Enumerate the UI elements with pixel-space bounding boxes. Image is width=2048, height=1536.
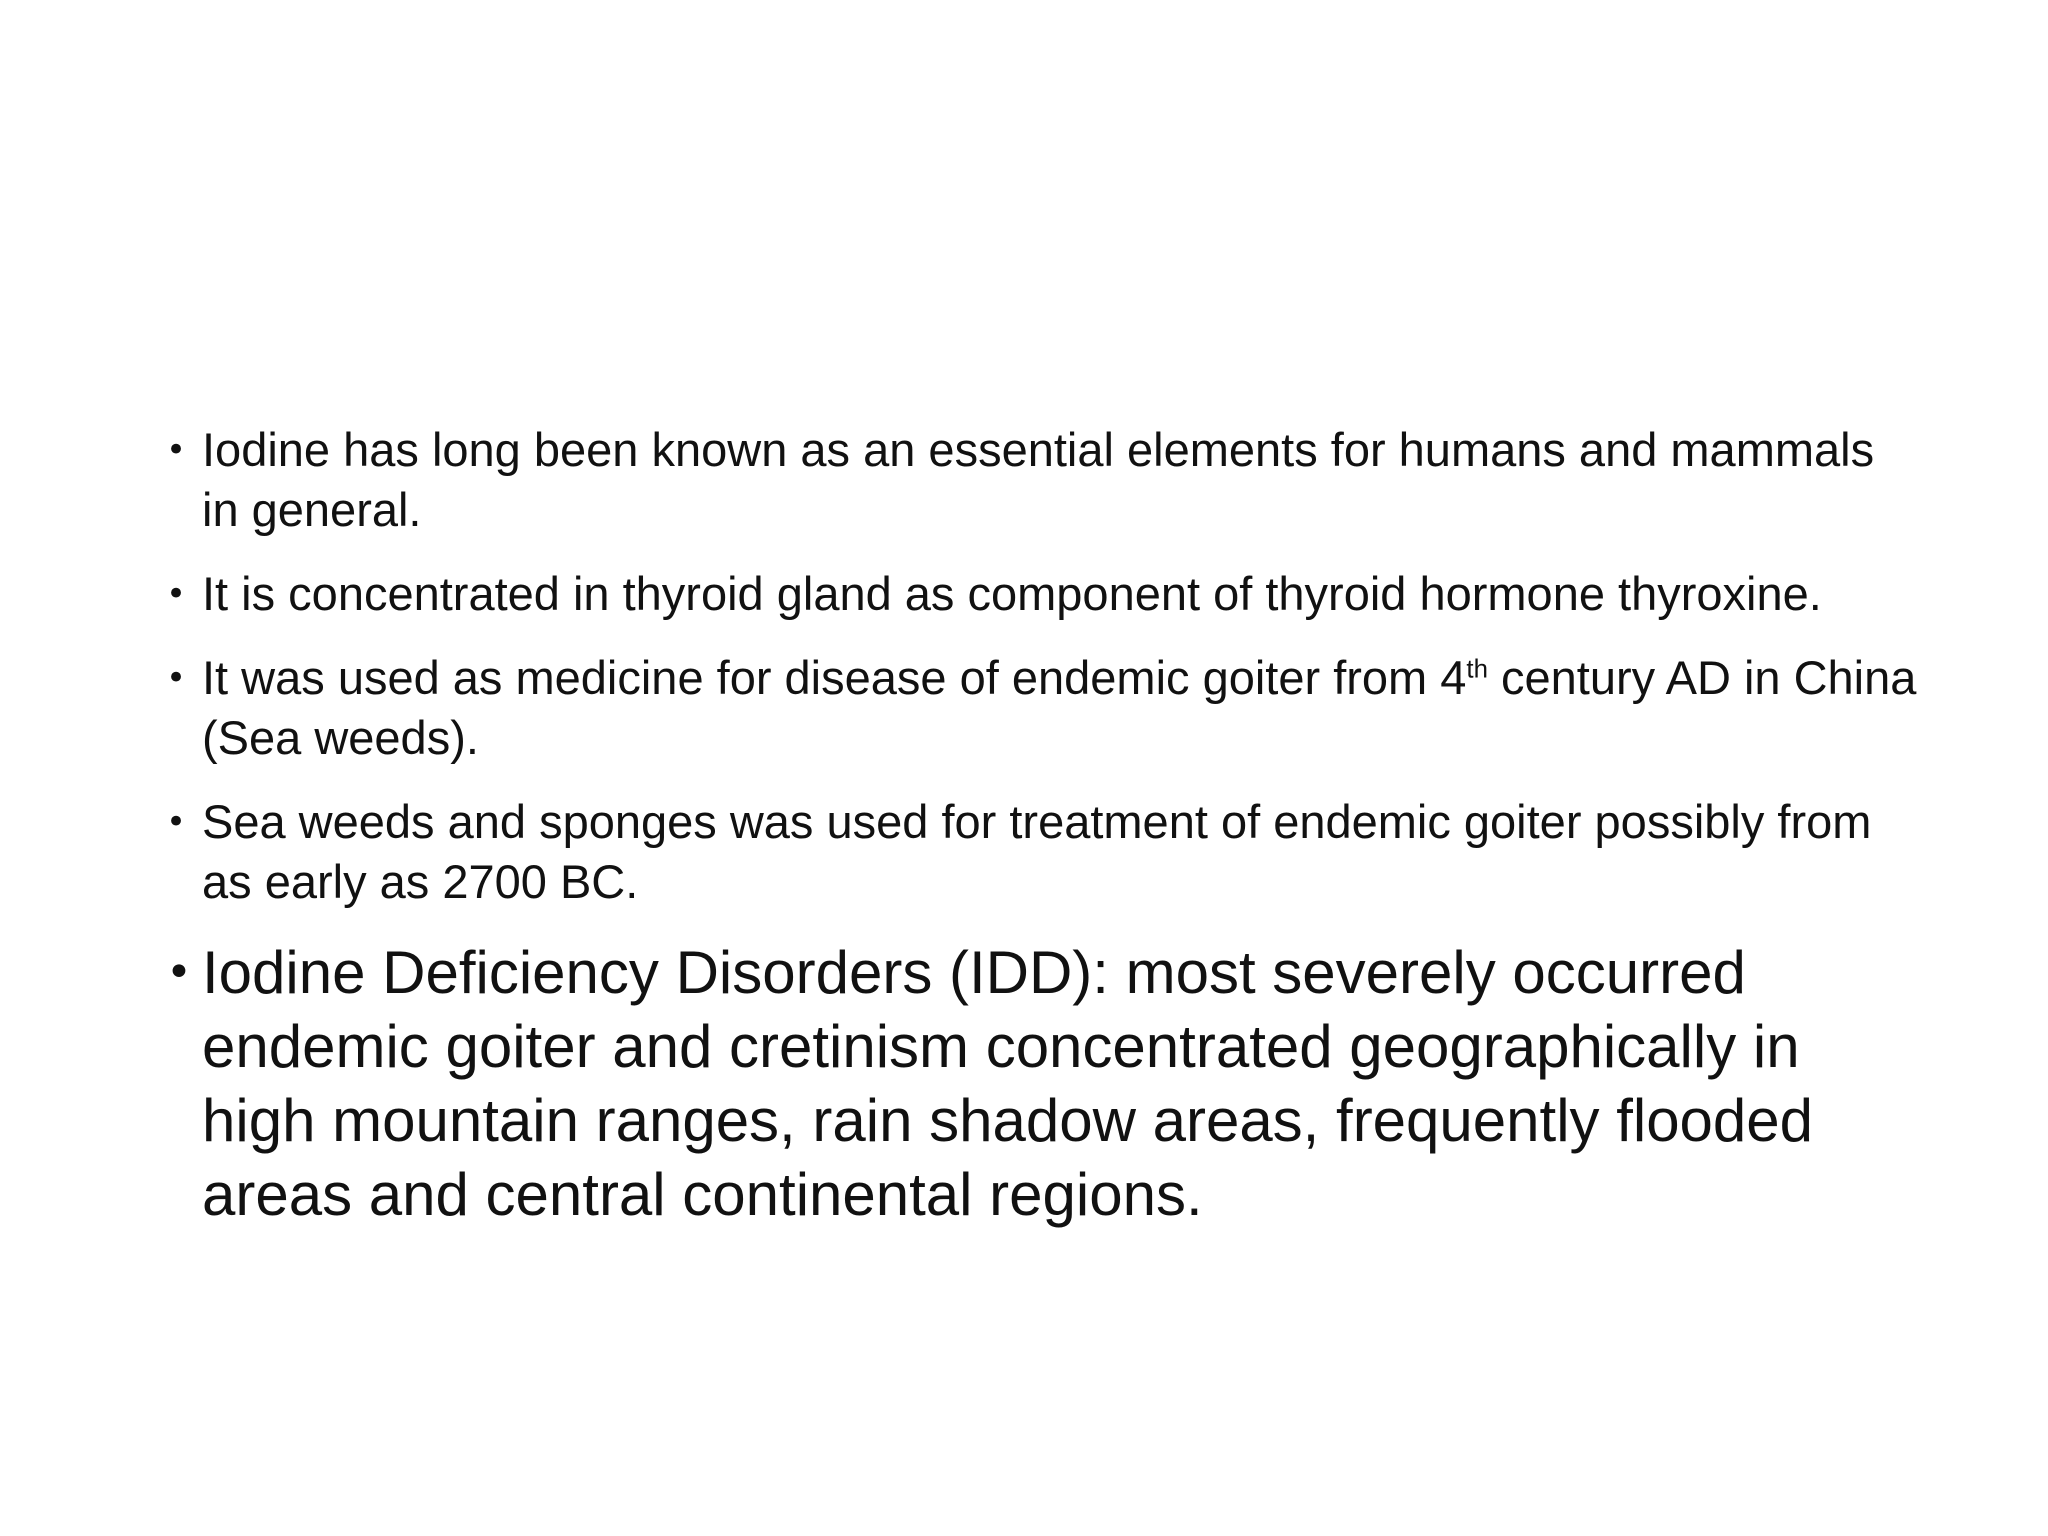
ordinal-superscript: th xyxy=(1466,655,1488,684)
bullet-item-1 xyxy=(160,420,1920,540)
bullet-text-1: Iodine has long been known as an essential elements for humans and mammals in general. xyxy=(202,423,1875,536)
bullet-item-4 xyxy=(160,792,1920,912)
bullet-text-3 xyxy=(202,648,1920,768)
bullet-text-5: Iodine Deficiency Disorders (IDD): most severely occurred endemic goiter and cretinism concentrated geographically in high mountain ranges, rain shadow areas, frequently flooded areas and central continental regions. xyxy=(202,939,1814,1228)
bullet-text-3-before: It was used as medicine for disease of endemic goiter from 4 xyxy=(202,651,1467,704)
bullet-item-5 xyxy=(160,936,1920,1232)
bullet-list xyxy=(160,420,1920,1256)
bullet-item-2 xyxy=(160,564,1920,624)
bullet-item-3 xyxy=(160,648,1920,768)
bullet-icon: • xyxy=(166,947,192,998)
bullet-text-3-after: century AD in China (Sea weeds). xyxy=(202,651,1917,764)
bullet-text-2: It is concentrated in thyroid gland as component of thyroid hormone thyroxine. xyxy=(202,567,1822,620)
bullet-icon: • xyxy=(166,574,187,614)
bullet-text-4: Sea weeds and sponges was used for treatment of endemic goiter possibly from as early as 2700 BC. xyxy=(202,795,1872,908)
bullet-icon: • xyxy=(166,658,187,698)
bullet-icon: • xyxy=(166,430,187,470)
bullet-icon: • xyxy=(166,802,187,842)
